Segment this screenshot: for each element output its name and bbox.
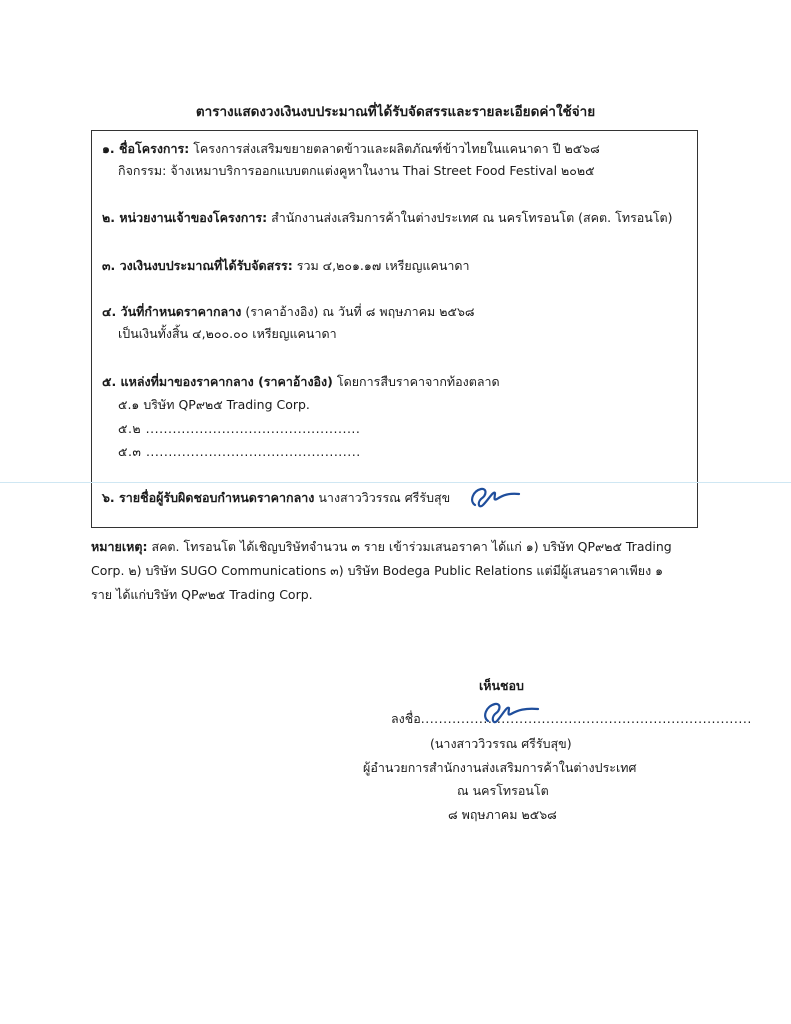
median-price-total: เป็นเงินทั้งสิ้น ๔,๒๐๐.๐๐ เหรียญแคนาดา — [118, 326, 337, 341]
approver-location: ณ นครโทรอนโต — [457, 783, 549, 798]
source-item: ๕.๓ ................................................ — [118, 444, 361, 459]
signature-mark — [465, 483, 523, 513]
signature-dots: .......................................................................... — [420, 711, 752, 726]
agency-value: สำนักงานส่งเสริมการค้าในต่างประเทศ ณ นครโทรอนโต (สคต. โทรอนโต) — [271, 210, 673, 225]
budget-row — [102, 257, 470, 275]
approval-date: ๘ พฤษภาคม ๒๕๖๘ — [448, 807, 557, 822]
approver-position: ผู้อำนวยการสำนักงานส่งเสริมการค้าในต่างประเทศ — [363, 760, 637, 775]
faint-guide-line — [0, 482, 791, 483]
document-title: ตารางแสดงวงเงินงบประมาณที่ได้รับจัดสรรและรายละเอียดค่าใช้จ่าย — [195, 104, 596, 120]
sources-value: โดยการสืบราคาจากท้องตลาด — [336, 374, 500, 389]
remark-label: หมายเหตุ: — [91, 539, 148, 554]
agency-label: ๒. หน่วยงานเจ้าของโครงการ: — [102, 210, 268, 225]
remark-line-2: Corp. ๒) บริษัท SUGO Communications ๓) บริษัท Bodega Public Relations แต่มีผู้เสนอราคาเพียง ๑ — [91, 563, 664, 578]
median-price-row — [102, 303, 475, 321]
signature-prefix: ลงชื่อ — [391, 711, 421, 726]
sources-label: ๕. แหล่งที่มาของราคากลาง (ราคาอ้างอิง) — [102, 374, 333, 389]
source-item: ๕.๑ บริษัท QP๙๒๕ Trading Corp. — [118, 397, 310, 412]
project-value: โครงการส่งเสริมขยายตลาดข้าวและผลิตภัณฑ์ข้าวไทยในแคนาดา ปี ๒๕๖๘ — [193, 141, 600, 156]
agency-row — [102, 209, 673, 227]
median-price-value: (ราคาอ้างอิง) ณ วันที่ ๘ พฤษภาคม ๒๕๖๘ — [245, 304, 475, 319]
signature-line — [391, 710, 752, 728]
sources-row — [102, 373, 500, 391]
remark-line-3: ราย ได้แก่บริษัท QP๙๒๕ Trading Corp. — [91, 587, 313, 602]
project-row — [102, 140, 600, 158]
responsible-row — [102, 489, 450, 507]
project-info-box — [91, 130, 698, 528]
activity-line: กิจกรรม: จ้างเหมาบริการออกแบบตกแต่งคูหาในงาน Thai Street Food Festival ๒๐๒๕ — [118, 163, 595, 178]
budget-label: ๓. วงเงินงบประมาณที่ได้รับจัดสรร: — [102, 258, 293, 273]
source-item: ๕.๒ ................................................ — [118, 421, 361, 436]
budget-value: รวม ๔,๒๐๑.๑๗ เหรียญแคนาดา — [296, 258, 470, 273]
approval-signature-mark — [478, 697, 542, 729]
project-label: ๑. ชื่อโครงการ: — [102, 141, 190, 156]
responsible-value: นางสาววิวรรณ ศรีรับสุข — [318, 490, 451, 505]
median-price-label: ๔. วันที่กำหนดราคากลาง — [102, 304, 242, 319]
approver-name: (นางสาววิวรรณ ศรีรับสุข) — [430, 736, 572, 751]
approval-heading: เห็นชอบ — [479, 678, 524, 693]
remark-line-1 — [91, 538, 672, 556]
remark-text: สคต. โทรอนโต ได้เชิญบริษัทจำนวน ๓ ราย เข้าร่วมเสนอราคา ได้แก่ ๑) บริษัท QP๙๒๕ Trading — [151, 539, 672, 554]
responsible-label: ๖. รายชื่อผู้รับผิดชอบกำหนดราคากลาง — [102, 490, 315, 505]
